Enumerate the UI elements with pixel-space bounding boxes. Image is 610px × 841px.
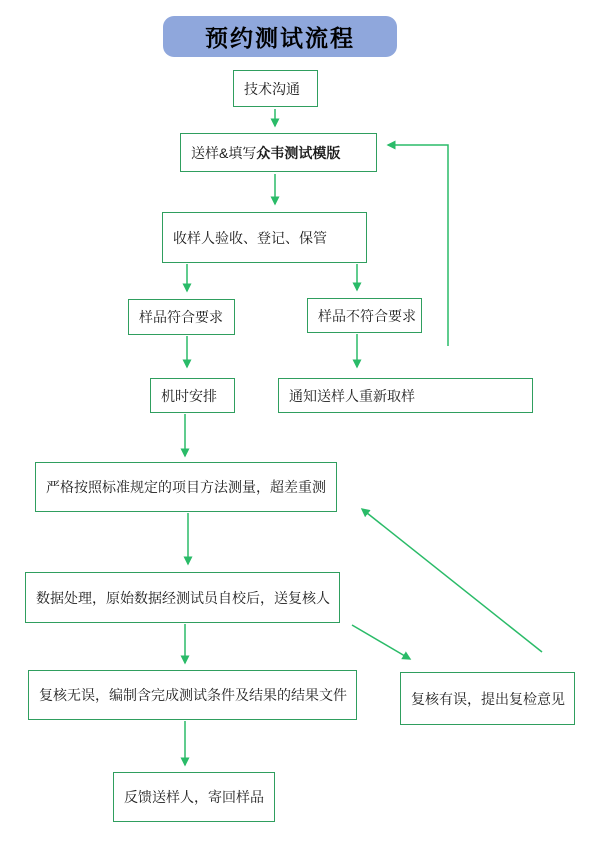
node-label: 机时安排 — [161, 387, 217, 404]
node-label: 送样&填写众韦测试模版 — [191, 144, 341, 161]
node-data-processing — [25, 572, 340, 623]
node-label: 技术沟通 — [244, 80, 300, 97]
node-label: 收样人验收、登记、保管 — [173, 229, 327, 246]
node-label: 复核有误，提出复检意见 — [411, 690, 565, 707]
node-label: 严格按照标准规定的项目方法测量，超差重测 — [46, 479, 326, 495]
node-machine-time-schedule — [150, 378, 235, 413]
node-label: 通知送样人重新取样 — [289, 387, 415, 404]
node-label: 数据处理，原始数据经测试员自校后，送复核人 — [36, 589, 330, 606]
node-measure-per-standard — [35, 462, 337, 512]
node-receive-register-store — [162, 212, 367, 263]
node-label: 反馈送样人，寄回样品 — [124, 789, 264, 805]
node-notify-resample — [278, 378, 533, 413]
node-technical-communication — [233, 70, 318, 107]
node-review-correct-compile-results — [28, 670, 357, 720]
node-label: 样品不符合要求 — [318, 307, 416, 324]
node-sample-fails-requirements — [307, 298, 422, 333]
node-feedback-return-sample — [113, 772, 275, 822]
arrow-dataprocess-to-review-error — [352, 625, 410, 659]
node-label: 样品符合要求 — [139, 309, 223, 325]
flowchart-title: 预约测试流程 — [163, 16, 397, 57]
node-submit-sample — [180, 133, 377, 172]
node-review-error-recheck — [400, 672, 575, 725]
node-sample-meets-requirements — [128, 299, 235, 335]
arrow-review-error-back-to-measure — [362, 509, 542, 652]
node-label: 复核无误，编制含完成测试条件及结果的结果文件 — [39, 687, 347, 703]
